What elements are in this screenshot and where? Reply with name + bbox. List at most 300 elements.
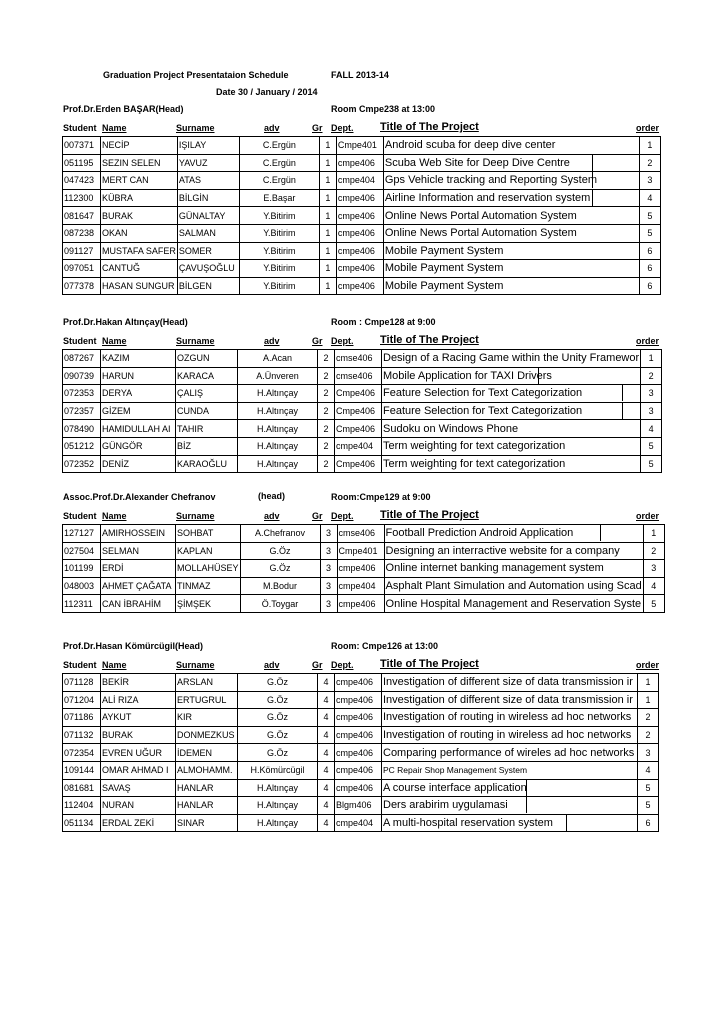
order: 5 [638,797,659,815]
student-name: AYKUT [101,709,176,727]
table-row [63,385,662,403]
project-title: Mobile Payment System [383,260,639,278]
student-id: 077378 [63,277,101,295]
department: cmpe406 [335,744,382,762]
project-title: Term weighting for text categorization [382,455,641,473]
col-name: Name [102,336,127,346]
project-title: Online internet banking management system [384,560,643,578]
group: 4 [318,797,335,815]
student-surname: BİZ [176,437,238,455]
table-row [63,437,662,455]
student-id: 072354 [63,744,101,762]
student-surname: MOLLAHÜSEY [176,560,241,578]
table-row [63,797,659,815]
student-id: 101199 [63,560,101,578]
project-title: Sudoku on Windows Phone [382,420,641,438]
group: 1 [319,260,336,278]
department: cmpe406 [335,761,382,779]
project-title: Designing an interractive website for a company [384,542,643,560]
order: 1 [641,350,662,368]
department: cmpe406 [335,674,382,692]
group: 1 [319,224,336,242]
department: cmpe406 [335,691,382,709]
group: 4 [318,779,335,797]
session-room: Room Cmpe238 at 13:00 [331,104,436,114]
term-label: FALL 2013-14 [331,70,389,80]
student-surname: IŞILAY [177,137,239,155]
col-title: Title of The Project [380,334,479,346]
col-student: Student [63,123,97,133]
project-title: Airline Information and reservation system [383,189,639,207]
student-surname: HANLAR [176,779,238,797]
group: 2 [318,437,335,455]
group: 1 [319,242,336,260]
student-id: 127127 [63,525,101,543]
table-row [63,779,659,797]
student-name: ERDAL ZEKİ [101,814,176,832]
student-name: SELMAN [101,542,176,560]
department: Cmpe406 [335,455,382,473]
department: cmpe406 [335,709,382,727]
advisor: H.Altınçay [238,420,318,438]
student-id: 071204 [63,691,101,709]
student-id: 090739 [63,367,101,385]
department: cmse406 [337,525,384,543]
project-title: Football Prediction Android Application [384,525,643,543]
advisor: G.Öz [238,674,318,692]
student-surname: HANLAR [176,797,238,815]
student-id: 051212 [63,437,101,455]
col-surname: Surname [176,123,215,133]
col-adv: adv [264,660,280,670]
session-room: Room : Cmpe128 at 9:00 [331,317,436,327]
advisor: C.Ergün [239,137,319,155]
student-name: SAVAŞ [101,779,176,797]
student-surname: SALMAN [177,224,239,242]
order: 2 [643,542,664,560]
table-row [63,367,662,385]
table-row [63,761,659,779]
project-title: Mobile Application for TAXI Drivers [382,367,641,385]
project-title: Design of a Racing Game within the Unity Framewor [382,350,641,368]
session-head: Assoc.Prof.Dr.Alexander Chefranov [63,492,216,502]
table-row [63,455,662,473]
advisor: H.Altınçay [238,455,318,473]
student-id: 072357 [63,402,101,420]
order: 6 [639,277,660,295]
group: 1 [319,154,336,172]
advisor: Ö.Toygar [240,595,320,613]
department: Cmpe401 [336,137,383,155]
group: 2 [318,350,335,368]
student-surname: SINAR [176,814,238,832]
advisor: H.Altınçay [238,797,318,815]
col-adv: adv [264,123,280,133]
project-title: A multi-hospital reservation system [382,814,638,832]
group: 4 [318,744,335,762]
student-surname: KARAOĞLU [176,455,238,473]
table-row [63,420,662,438]
col-gr: Gr [312,660,323,670]
project-title: A course interface application [382,779,638,797]
table-row [63,744,659,762]
table-row [63,224,661,242]
student-name: CANTUĞ [101,260,178,278]
student-surname: KARACA [176,367,238,385]
order: 2 [641,367,662,385]
student-surname: TAHIR [176,420,238,438]
department: cmpe406 [335,779,382,797]
cell-divider [592,189,593,206]
order: 4 [639,189,660,207]
student-surname: GÜNALTAY [177,207,239,225]
project-title: Android scuba for deep dive center [383,137,639,155]
session-head: Prof.Dr.Hasan Kömürcügil(Head) [63,641,204,651]
col-name: Name [102,660,127,670]
advisor: M.Bodur [240,577,320,595]
order: 2 [638,709,659,727]
student-name: DERYA [101,385,176,403]
table-row [63,525,665,543]
student-name: AHMET ÇAĞATA [101,577,176,595]
group: 3 [320,577,337,595]
student-id: 087267 [63,350,101,368]
table-row [63,726,659,744]
department: Cmpe406 [335,385,382,403]
advisor: H.Altınçay [238,437,318,455]
student-surname: ARSLAN [176,674,238,692]
student-name: OKAN [101,224,178,242]
project-title: Scuba Web Site for Deep Dive Centre [383,154,639,172]
col-order: order [636,511,660,521]
department: cmpe406 [337,560,384,578]
student-surname: ALMOHAMM. [176,761,238,779]
group: 1 [319,277,336,295]
advisor: G.Öz [238,709,318,727]
col-student: Student [63,660,97,670]
order: 3 [643,560,664,578]
session-room: Room:Cmpe129 at 9:00 [331,492,431,502]
student-id: 112300 [63,189,101,207]
student-id: 081647 [63,207,101,225]
student-name: BEKİR [101,674,176,692]
department: cmse406 [335,367,382,385]
advisor: C.Ergün [239,172,319,190]
student-surname: BİLGİN [177,189,239,207]
student-surname: ÇALIŞ [176,385,238,403]
col-adv: adv [264,511,280,521]
advisor: H.Altınçay [238,779,318,797]
student-name: MUSTAFA SAFER [101,242,178,260]
department: cmpe404 [335,814,382,832]
project-title: Ders arabirim uygulamasi [382,797,638,815]
cell-divider [622,384,623,401]
table-row [63,189,661,207]
cell-divider [538,367,539,384]
group: 3 [320,560,337,578]
col-gr: Gr [312,336,323,346]
date-label: Date 30 / January / 2014 [216,87,318,97]
department: cmpe406 [336,207,383,225]
order: 6 [639,260,660,278]
advisor: G.Öz [238,744,318,762]
student-surname: İDEMEN [176,744,238,762]
project-title: Investigation of different size of data transmission ir [382,674,638,692]
order: 1 [639,137,660,155]
project-title: Feature Selection for Text Categorization [382,402,641,420]
student-surname: SOMER [177,242,239,260]
student-name: SEZIN SELEN [101,154,178,172]
student-surname: OZGUN [176,350,238,368]
advisor: G.Öz [238,691,318,709]
student-name: GÜNGÖR [101,437,176,455]
department: cmpe406 [336,189,383,207]
table-row [63,402,662,420]
order: 3 [641,385,662,403]
col-surname: Surname [176,511,215,521]
student-surname: TINMAZ [176,577,241,595]
project-title: Asphalt Plant Simulation and Automation using Scad [384,577,643,595]
order: 3 [641,402,662,420]
student-id: 072353 [63,385,101,403]
student-name: CAN İBRAHİM [101,595,176,613]
order: 5 [643,595,664,613]
student-surname: ŞİMŞEK [176,595,241,613]
order: 5 [639,207,660,225]
order: 5 [638,779,659,797]
student-id: 071132 [63,726,101,744]
student-id: 112404 [63,797,101,815]
group: 4 [318,674,335,692]
col-student: Student [63,511,97,521]
col-surname: Surname [176,660,215,670]
order: 6 [638,814,659,832]
order: 5 [641,455,662,473]
table-row [63,277,661,295]
order: 1 [638,691,659,709]
table-row [63,577,665,595]
advisor: A.Ünveren [238,367,318,385]
col-title: Title of The Project [380,121,479,133]
advisor: G.Öz [240,542,320,560]
group: 2 [318,402,335,420]
student-name: BURAK [101,726,176,744]
student-id: 072352 [63,455,101,473]
student-id: 097051 [63,260,101,278]
col-dept: Dept. [331,511,354,521]
project-title: Investigation of different size of data transmission ir [382,691,638,709]
session-head: Prof.Dr.Erden BAŞAR(Head) [63,104,184,114]
department: cmpe406 [336,224,383,242]
table-row [63,207,661,225]
department: cmpe406 [336,242,383,260]
project-title: Online News Portal Automation System [383,224,639,242]
student-name: EVREN UĞUR [101,744,176,762]
group: 3 [320,595,337,613]
order: 1 [638,674,659,692]
order: 3 [638,744,659,762]
col-adv: adv [264,336,280,346]
student-name: HASAN SUNGUR [101,277,178,295]
col-name: Name [102,123,127,133]
advisor: H.Kömürcügil [238,761,318,779]
order: 6 [639,242,660,260]
department: cmpe406 [335,726,382,744]
student-id: 071186 [63,709,101,727]
department: cmpe404 [337,577,384,595]
student-surname: ÇAVUŞOĞLU [177,260,239,278]
group: 1 [319,137,336,155]
project-title: Online News Portal Automation System [383,207,639,225]
session-head-note: (head) [258,491,285,501]
student-surname: KAPLAN [176,542,241,560]
advisor: Y.Bitirim [239,242,319,260]
student-surname: KIR [176,709,238,727]
department: Cmpe401 [337,542,384,560]
project-title: Online Hospital Management and Reservation Syste [384,595,643,613]
order: 4 [638,761,659,779]
student-surname: ERTUGRUL [176,691,238,709]
advisor: A.Chefranov [240,525,320,543]
table-row [63,674,659,692]
department: cmpe406 [336,277,383,295]
student-name: ALİ RIZA [101,691,176,709]
department: cmpe404 [335,437,382,455]
order: 4 [641,420,662,438]
table-row [63,691,659,709]
project-title: Comparing performance of wireles ad hoc networks [382,744,638,762]
department: cmpe406 [336,260,383,278]
department: Cmpe406 [335,420,382,438]
student-name: DENİZ [101,455,176,473]
group: 4 [318,726,335,744]
student-surname: ATAS [177,172,239,190]
student-id: 091127 [63,242,101,260]
project-title: Term weighting for text categorization [382,437,641,455]
order: 1 [643,525,664,543]
group: 2 [318,455,335,473]
group: 2 [318,385,335,403]
student-id: 027504 [63,542,101,560]
group: 2 [318,420,335,438]
student-id: 007371 [63,137,101,155]
student-id: 071128 [63,674,101,692]
table-row [63,242,661,260]
project-title: Mobile Payment System [383,277,639,295]
col-dept: Dept. [331,660,354,670]
student-name: HAMIDULLAH AI [101,420,176,438]
cell-divider [566,814,567,831]
project-title: PC Repair Shop Management System [382,761,638,779]
project-title: Mobile Payment System [383,242,639,260]
student-surname: CUNDA [176,402,238,420]
session-room: Room: Cmpe126 at 13:00 [331,641,439,651]
advisor: C.Ergün [239,154,319,172]
student-name: KÜBRA [101,189,178,207]
col-dept: Dept. [331,336,354,346]
student-name: MERT CAN [101,172,178,190]
department: cmpe406 [336,154,383,172]
cell-divider [600,524,601,541]
group: 1 [319,207,336,225]
schedule-table [62,349,662,473]
advisor: H.Altınçay [238,385,318,403]
group: 1 [319,189,336,207]
col-title: Title of The Project [380,509,479,521]
order: 5 [639,224,660,242]
col-title: Title of The Project [380,658,479,670]
col-student: Student [63,336,97,346]
cell-divider [592,154,593,171]
session-head: Prof.Dr.Hakan Altınçay(Head) [63,317,188,327]
schedule-table [62,673,659,832]
table-row [63,595,665,613]
student-name: NECİP [101,137,178,155]
cell-divider [526,796,527,813]
advisor: H.Altınçay [238,402,318,420]
department: Blgm406 [335,797,382,815]
group: 4 [318,709,335,727]
advisor: A.Acan [238,350,318,368]
student-id: 051134 [63,814,101,832]
table-row [63,154,661,172]
col-gr: Gr [312,511,323,521]
order: 4 [643,577,664,595]
student-name: AMIRHOSSEIN [101,525,176,543]
col-order: order [636,336,660,346]
order: 3 [639,172,660,190]
student-surname: YAVUZ [177,154,239,172]
advisor: G.Öz [240,560,320,578]
col-order: order [636,123,660,133]
col-gr: Gr [312,123,323,133]
schedule-table [62,136,661,295]
col-order: order [636,660,660,670]
table-row [63,260,661,278]
student-id: 109144 [63,761,101,779]
cell-divider [622,402,623,419]
student-name: ERDİ [101,560,176,578]
table-row [63,709,659,727]
student-id: 051195 [63,154,101,172]
group: 4 [318,814,335,832]
table-row [63,172,661,190]
student-name: OMAR AHMAD I [101,761,176,779]
department: cmpe406 [337,595,384,613]
group: 4 [318,691,335,709]
project-title: Investigation of routing in wireless ad hoc networks [382,709,638,727]
student-name: NURAN [101,797,176,815]
table-row [63,542,665,560]
col-surname: Surname [176,336,215,346]
order: 2 [639,154,660,172]
col-name: Name [102,511,127,521]
table-row [63,350,662,368]
advisor: H.Altınçay [238,814,318,832]
student-surname: SOHBAT [176,525,241,543]
group: 1 [319,172,336,190]
order: 5 [641,437,662,455]
department: cmpe404 [336,172,383,190]
cell-divider [526,779,527,796]
student-id: 078490 [63,420,101,438]
table-row [63,137,661,155]
department: Cmpe406 [335,402,382,420]
document-title: Graduation Project Presentataion Schedule [103,70,289,80]
student-name: BURAK [101,207,178,225]
student-surname: DONMEZKUS [176,726,238,744]
table-row [63,814,659,832]
